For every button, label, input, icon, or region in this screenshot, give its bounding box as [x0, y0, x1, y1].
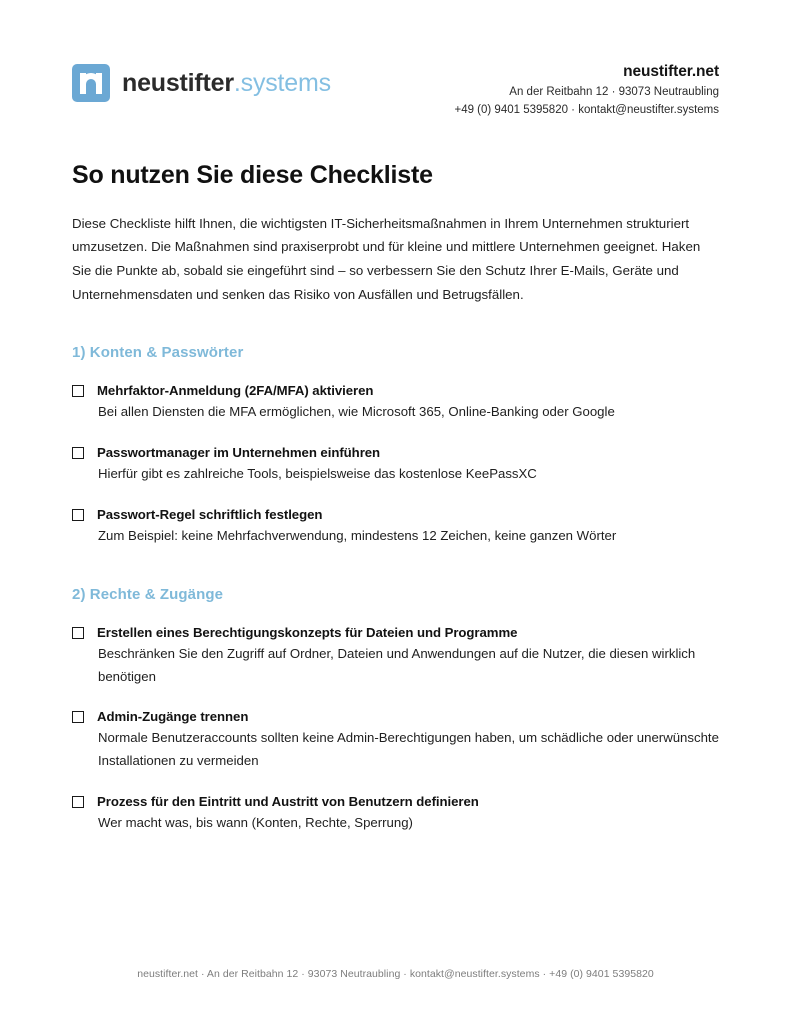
wordmark-separator: . — [233, 68, 241, 97]
checkbox-icon[interactable] — [72, 447, 84, 459]
checklist-item — [72, 707, 719, 773]
checklist-item-description: Normale Benutzeraccounts sollten keine Admin-Berechtigungen haben, um schädliche oder unerwünschte Installationen zu vermeiden — [98, 730, 719, 769]
neustifter-logo-icon — [72, 64, 110, 102]
section-heading-2: 2) Rechte & Zugänge — [72, 585, 224, 603]
checklist-item-title: Mehrfaktor-Anmeldung (2FA/MFA) aktivieren — [97, 383, 374, 399]
checklist-item — [72, 443, 719, 486]
wordmark-primary: neustifter — [122, 68, 234, 97]
checklist-item-title: Passwortmanager im Unternehmen einführen — [97, 445, 381, 461]
checklist-item-title: Erstellen eines Berechtigungskonzepts für Dateien und Programme — [97, 624, 518, 640]
brand-logo — [72, 64, 331, 102]
checkbox-icon[interactable] — [72, 385, 84, 397]
checklist-item — [72, 381, 719, 424]
checklist-item — [72, 505, 719, 548]
contact-website: neustifter.net — [623, 63, 719, 80]
contact-address: An der Reitbahn 12 · 93073 Neutraubling — [509, 86, 719, 99]
checklist-item-title: Passwort-Regel schriftlich festlegen — [97, 506, 323, 522]
checklist-item-description: Wer macht was, bis wann (Konten, Rechte, Sperrung) — [98, 815, 413, 831]
document-header — [0, 0, 791, 120]
checkbox-icon[interactable] — [72, 509, 84, 521]
checkbox-icon[interactable] — [72, 796, 84, 808]
checklist-item-title: Admin-Zugänge trennen — [97, 709, 249, 725]
checklist-item — [72, 792, 719, 835]
checklist-item-description: Zum Beispiel: keine Mehrfachverwendung, mindestens 12 Zeichen, keine ganzen Wörter — [98, 528, 617, 544]
header-contact-block — [454, 60, 719, 120]
document-body — [0, 160, 791, 835]
checkbox-icon[interactable] — [72, 711, 84, 723]
document-footer: neustifter.net · An der Reitbahn 12 · 93073 Neutraubling · kontakt@neustifter.systems · +49 (0) 9401 5395820 — [137, 968, 654, 980]
checklist-item — [72, 623, 719, 689]
page-title: So nutzen Sie diese Checkliste — [72, 160, 433, 189]
checkbox-icon[interactable] — [72, 627, 84, 639]
wordmark-secondary: systems — [240, 68, 331, 97]
contact-phone-email: +49 (0) 9401 5395820 · kontakt@neustifter.systems — [454, 103, 719, 116]
checklist-item-title: Prozess für den Eintritt und Austritt von Benutzern definieren — [97, 793, 479, 809]
brand-wordmark — [122, 68, 331, 97]
checklist-item-description: Bei allen Diensten die MFA ermöglichen, wie Microsoft 365, Online-Banking oder Google — [98, 404, 615, 420]
checklist-item-description: Beschränken Sie den Zugriff auf Ordner, Dateien und Anwendungen auf die Nutzer, die diesen wirklich benötigen — [98, 645, 696, 684]
intro-paragraph: Diese Checkliste hilft Ihnen, die wichtigsten IT-Sicherheitsmaßnahmen in Ihrem Unternehmen strukturiert umzusetzen. Die Maßnahmen sind praxiserprobt und für kleine und mittlere Unternehmen geeignet. Haken Sie die Punkte ab, sobald sie eingeführt sind – so verbessern Sie den Schutz Ihrer E-Mails, Geräte und Unternehmensdaten und senken das Risiko von Ausfällen und Betrugsfällen. — [72, 215, 701, 302]
section-heading-1: 1) Konten & Passwörter — [72, 344, 244, 362]
checklist-item-description: Hierfür gibt es zahlreiche Tools, beispielsweise das kostenlose KeePassXC — [98, 466, 537, 482]
